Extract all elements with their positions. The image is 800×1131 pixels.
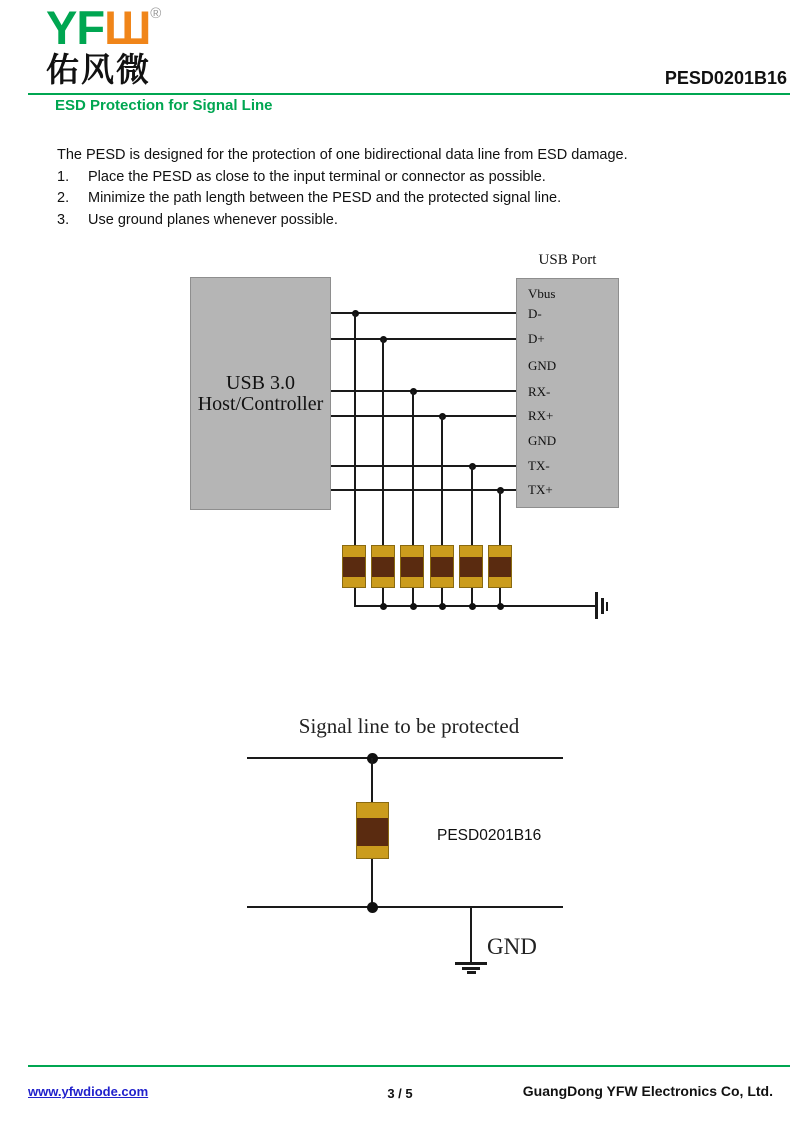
guideline-item-3 [57,212,338,228]
drop-wire [471,466,473,545]
ground-drop-wire [470,907,472,962]
earth-ground-icon [467,971,476,974]
usb-port-title: USB Port [538,252,597,268]
part-number: PESD0201B16 [664,68,787,88]
ground-icon [601,598,604,614]
pin-label-gnd-1: GND [528,358,557,373]
item-number: 1. [57,169,70,185]
guideline-item-2 [57,190,561,206]
intro-paragraph: The PESD is designed for the protection of one bidirectional data line from ESD damage. [57,147,628,163]
logo-chinese-name: 佑风微 [46,51,151,88]
earth-ground-icon [462,967,480,970]
brand-logo [46,1,162,54]
esd-chip [488,545,512,588]
pin-label-vbus: Vbus [528,286,556,301]
pin-label-d-minus: D- [528,306,542,321]
junction-dot [367,902,378,913]
drop-wire [382,339,384,545]
wire-tx-plus [331,489,516,491]
wire-rx-plus [331,415,516,417]
ground-icon [606,602,608,611]
drop-wire [499,490,501,545]
junction-dot [469,603,476,610]
pin-label-rx-minus: RX- [528,384,551,399]
esd-chip [342,545,366,588]
wire-rx-minus [331,390,516,392]
drop-wire [441,416,443,545]
host-label-line2: Host/Controller [197,392,324,415]
company-name: GuangDong YFW Electronics Co, Ltd. [522,1083,773,1099]
esd-chip [459,545,483,588]
junction-dot [497,603,504,610]
chip-body [460,557,482,577]
wire-d-plus [331,338,516,340]
pin-label-tx-plus: TX+ [528,482,553,497]
component-lead-top [371,758,373,803]
pin-label-d-plus: D+ [528,331,545,346]
junction-dot [439,603,446,610]
pesd-chip [356,802,389,859]
esd-chip [430,545,454,588]
logo-w-mark-icon: Ш [104,1,151,54]
footer-rule [28,1065,790,1067]
item-text: Minimize the path length between the PESD and the protected signal line. [88,190,562,206]
website-link[interactable]: www.yfwdiode.com [28,1084,149,1099]
gnd-label: GND [487,934,537,959]
junction-dot [410,603,417,610]
junction-dot [380,603,387,610]
drop-wire [412,391,414,545]
pesd-chip-label: PESD0201B16 [437,827,542,844]
drop-wire [354,313,356,545]
ground-icon [595,592,598,619]
pin-label-rx-plus: RX+ [528,408,554,423]
registered-trademark-icon: ® [150,5,162,22]
host-label-line1: USB 3.0 [226,371,295,394]
item-number: 3. [57,212,70,228]
item-text: Use ground planes whenever possible. [88,212,338,228]
chip-body [357,818,388,846]
item-number: 2. [57,190,70,206]
pin-label-gnd-2: GND [528,433,557,448]
esd-chip [400,545,424,588]
signal-line-top [247,757,563,759]
pin-label-tx-minus: TX- [528,458,550,473]
host-controller-box [190,277,331,510]
chip-to-bus-wire [354,588,356,606]
wire-tx-minus [331,465,516,467]
chip-body [372,557,394,577]
chip-body [343,557,365,577]
guideline-item-1 [57,169,546,185]
section-title: ESD Protection for Signal Line [55,97,273,114]
esd-chip [371,545,395,588]
chip-body [431,557,453,577]
logo-yf-text: YF [46,1,105,54]
signal-line-title: Signal line to be protected [298,714,520,738]
signal-line-bottom [247,906,563,908]
header-rule [28,93,790,95]
item-text: Place the PESD as close to the input terminal or connector as possible. [88,169,546,185]
component-lead-bottom [371,859,373,907]
chip-body [489,557,511,577]
chip-body [401,557,423,577]
page-number: 3 / 5 [387,1086,413,1101]
earth-ground-icon [455,962,487,965]
